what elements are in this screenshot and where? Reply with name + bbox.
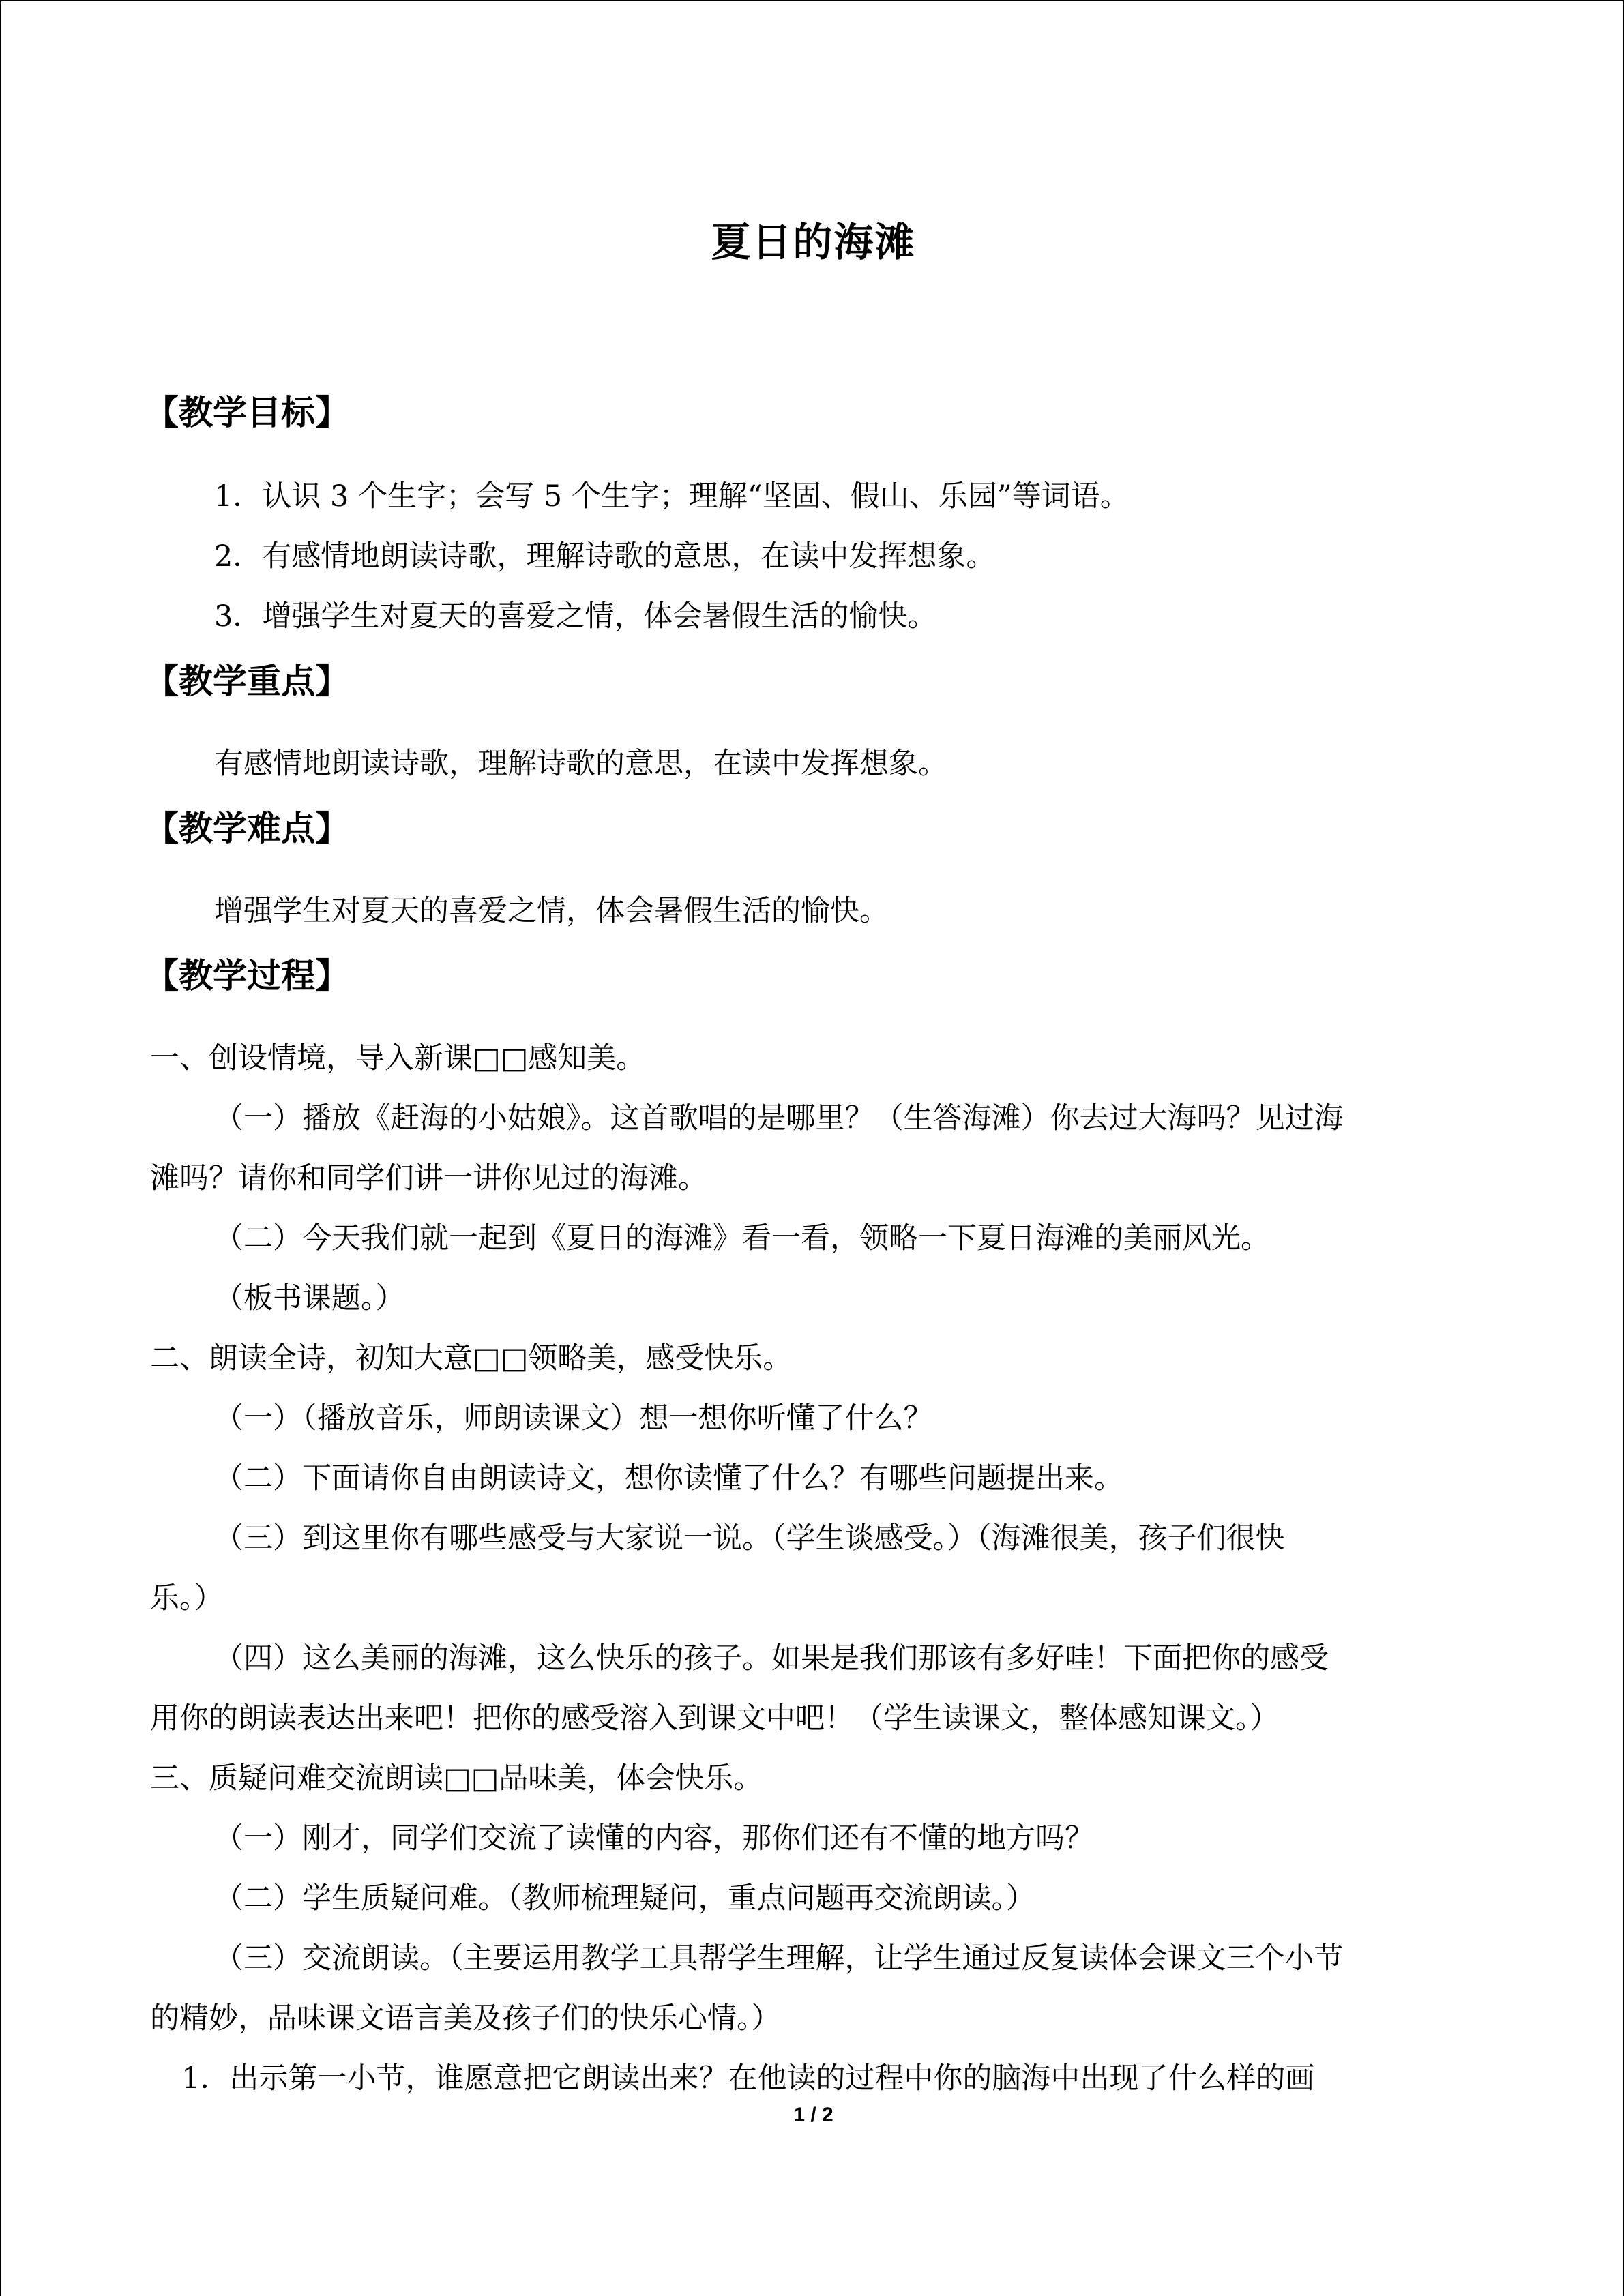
process-line: 的精妙，品味课文语言美及孩子们的快乐心情。） — [150, 2001, 781, 2036]
process-line: （一）播放《赶海的小姑娘》。这首歌唱的是哪里？（生答海滩）你去过大海吗？见过海 — [214, 1101, 1344, 1135]
process-line: 1．出示第一小节，谁愿意把它朗读出来？在他读的过程中你的脑海中出现了什么样的画 — [181, 2061, 1315, 2096]
process-line: （三）到这里你有哪些感受与大家说一说。（学生谈感受。）（海滩很美，孩子们很快 — [214, 1521, 1285, 1555]
objective-item-3: 3．增强学生对夏天的喜爱之情，体会暑假生活的愉快。 — [214, 599, 937, 633]
process-line: 乐。） — [150, 1581, 224, 1615]
process-line: （四）这么美丽的海滩，这么快乐的孩子。如果是我们那该有多好哇！下面把你的感受 — [214, 1641, 1329, 1675]
process-line: （二）今天我们就一起到《夏日的海滩》看一看，领略一下夏日海滩的美丽风光。 — [214, 1221, 1270, 1255]
process-line: 三、质疑问难交流朗读□□品味美，体会快乐。 — [150, 1761, 763, 1795]
process-line: （三）交流朗读。（主要运用教学工具帮学生理解，让学生通过反复读体会课文三个小节 — [214, 1941, 1344, 1976]
process-line: 滩吗？请你和同学们讲一讲你见过的海滩。 — [150, 1161, 707, 1195]
page-number: 1 / 2 — [793, 2104, 833, 2126]
key-points-heading: 【教学重点】 — [145, 661, 349, 701]
difficulties-text: 增强学生对夏天的喜爱之情，体会暑假生活的愉快。 — [214, 894, 889, 928]
objective-item-2: 2．有感情地朗读诗歌，理解诗歌的意思，在读中发挥想象。 — [214, 539, 996, 573]
process-line: （二）下面请你自由朗读诗文，想你读懂了什么？有哪些问题提出来。 — [214, 1461, 1123, 1495]
objective-item-1: 1．认识 3 个生字；会写 5 个生字；理解“坚固、假山、乐园”等词语。 — [214, 479, 1130, 513]
process-line: （板书课题。） — [214, 1281, 405, 1315]
process-line: （一）刚才，同学们交流了读懂的内容，那你们还有不懂的地方吗？ — [214, 1821, 1094, 1855]
process-line: 二、朗读全诗，初知大意□□领略美，感受快乐。 — [150, 1341, 793, 1375]
process-line: 用你的朗读表达出来吧！把你的感受溶入到课文中吧！（学生读课文，整体感知课文。） — [150, 1701, 1280, 1735]
difficulties-heading: 【教学难点】 — [145, 809, 349, 848]
process-line: （一）（播放音乐，师朗读课文）想一想你听懂了什么？ — [214, 1401, 933, 1435]
objectives-heading: 【教学目标】 — [145, 393, 349, 432]
key-points-text: 有感情地朗读诗歌，理解诗歌的意思，在读中发挥想象。 — [214, 747, 947, 781]
document-title: 夏日的海滩 — [711, 219, 916, 265]
process-line: 一、创设情境，导入新课□□感知美。 — [150, 1041, 646, 1075]
process-line: （二）学生质疑问难。（教师梳理疑问，重点问题再交流朗读。） — [214, 1881, 1035, 1915]
process-heading: 【教学过程】 — [145, 956, 349, 996]
